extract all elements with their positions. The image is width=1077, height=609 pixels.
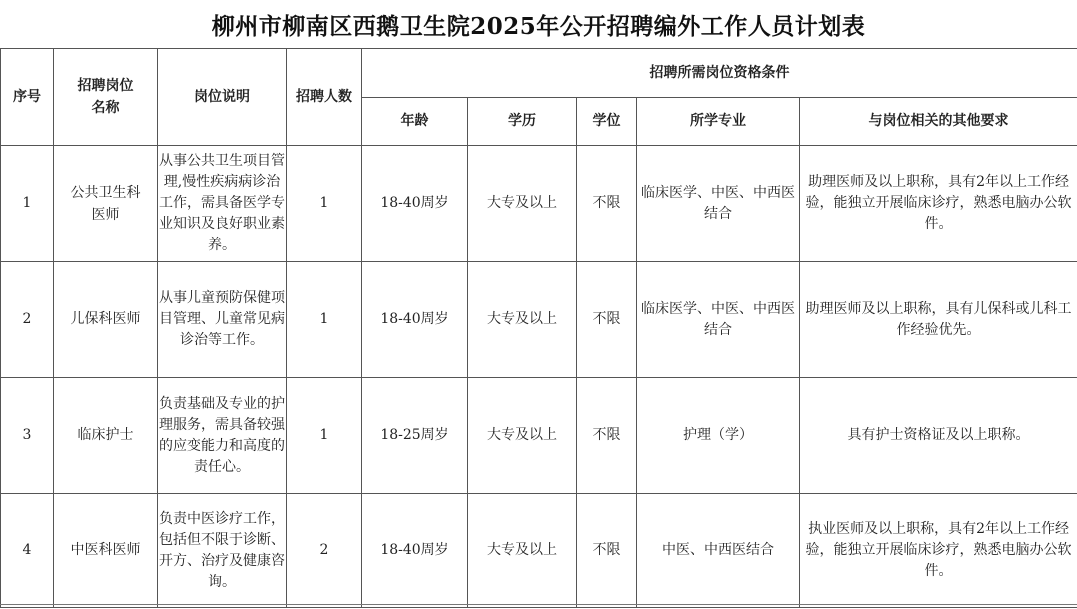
row-seq: 3 (1, 378, 54, 494)
row-degree: 不限 (577, 494, 637, 608)
header-seq: 序号 (1, 49, 54, 146)
page-title: 柳州市柳南区西鹅卫生院2025年公开招聘编外工作人员计划表 (211, 12, 866, 40)
header-other: 与岗位相关的其他要求 (800, 98, 1077, 146)
row-position: 儿保科医师 (54, 262, 158, 378)
row-other: 助理医师及以上职称，具有儿保科或儿科工作经验优先。 (800, 262, 1077, 378)
row-count: 1 (287, 262, 362, 378)
row-count: 1 (287, 378, 362, 494)
row-education: 大专及以上 (468, 494, 577, 608)
row-seq: 2 (1, 262, 54, 378)
row-age: 18-25周岁 (362, 378, 468, 494)
row-education: 大专及以上 (468, 262, 577, 378)
row-other: 执业医师及以上职称，具有2年以上工作经验，能独立开展临床诊疗，熟悉电脑办公软件。 (800, 494, 1077, 608)
row-position: 公共卫生科医师 (54, 146, 158, 262)
header-conditions: 招聘所需岗位资格条件 (362, 49, 1077, 98)
row-degree: 不限 (577, 146, 637, 262)
row-seq: 4 (1, 494, 54, 608)
row-position: 中医科医师 (54, 494, 158, 608)
header-major: 所学专业 (637, 98, 800, 146)
table-row (1, 262, 1077, 378)
table-row (1, 494, 1077, 608)
row-other: 助理医师及以上职称，具有2年以上工作经验，能独立开展临床诊疗，熟悉电脑办公软件。 (800, 146, 1077, 262)
header-degree: 学位 (577, 98, 637, 146)
row-degree: 不限 (577, 378, 637, 494)
row-education: 大专及以上 (468, 378, 577, 494)
row-seq: 1 (1, 146, 54, 262)
row-age: 18-40周岁 (362, 146, 468, 262)
row-other: 具有护士资格证及以上职称。 (800, 378, 1077, 494)
row-description: 负责中医诊疗工作，包括但不限于诊断、开方、治疗及健康咨询。 (158, 494, 287, 608)
row-age: 18-40周岁 (362, 494, 468, 608)
table-row (1, 378, 1077, 494)
header-education: 学历 (468, 98, 577, 146)
row-description: 从事儿童预防保健项目管理、儿童常见病诊治等工作。 (158, 262, 287, 378)
row-education: 大专及以上 (468, 146, 577, 262)
header-description: 岗位说明 (158, 49, 287, 146)
row-major: 护理（学） (637, 378, 800, 494)
row-degree: 不限 (577, 262, 637, 378)
bottom-rule (0, 604, 1077, 605)
recruitment-plan-table (0, 48, 1077, 608)
header-position: 招聘岗位名称 (54, 49, 158, 146)
row-age: 18-40周岁 (362, 262, 468, 378)
row-position: 临床护士 (54, 378, 158, 494)
row-major: 中医、中西医结合 (637, 494, 800, 608)
row-count: 1 (287, 146, 362, 262)
row-description: 负责基础及专业的护理服务，需具备较强的应变能力和高度的责任心。 (158, 378, 287, 494)
header-age: 年龄 (362, 98, 468, 146)
header-count: 招聘人数 (287, 49, 362, 146)
header-row-top (1, 49, 1077, 98)
row-description: 从事公共卫生项目管理,慢性疾病病诊治工作，需具备医学专业知识及良好职业素养。 (158, 146, 287, 262)
row-count: 2 (287, 494, 362, 608)
row-major: 临床医学、中医、中西医结合 (637, 146, 800, 262)
table-row (1, 146, 1077, 262)
row-major: 临床医学、中医、中西医结合 (637, 262, 800, 378)
